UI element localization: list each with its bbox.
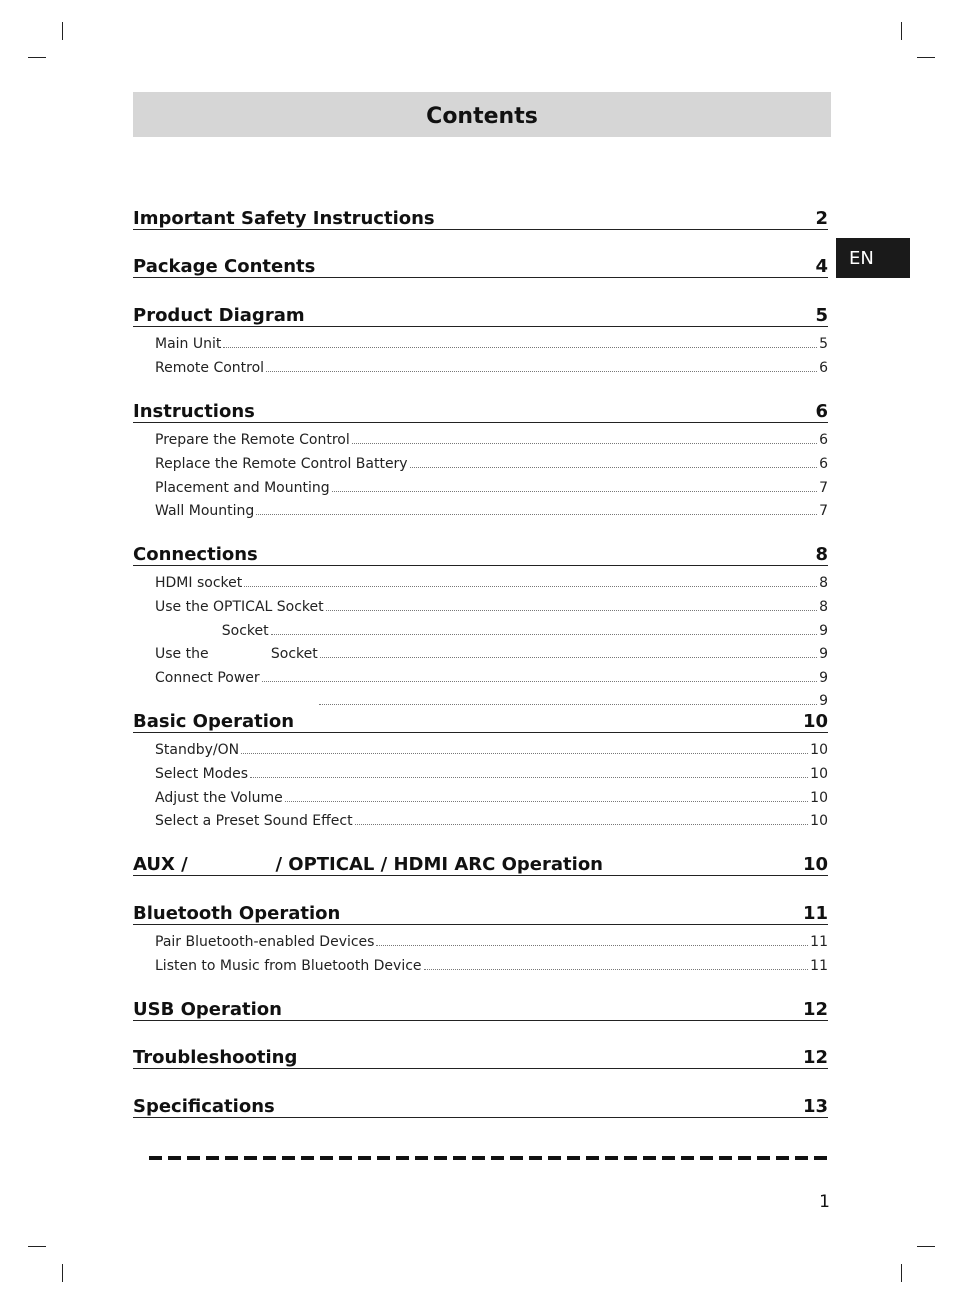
entry-label: Socket	[155, 623, 269, 639]
section-page: 2	[815, 208, 828, 229]
dot-leader	[326, 610, 817, 611]
toc-entry[interactable]	[155, 452, 828, 472]
page-number: 1	[819, 1192, 830, 1212]
toc-section-heading[interactable]	[133, 900, 828, 925]
entry-page: 8	[819, 575, 828, 591]
toc-entry[interactable]	[155, 930, 828, 950]
toc-section	[133, 1093, 828, 1118]
dot-leader	[271, 634, 817, 635]
crop-mark	[28, 57, 46, 58]
entry-page: 7	[819, 503, 828, 519]
page-title: Contents	[426, 104, 538, 129]
dot-leader	[410, 467, 817, 468]
toc-entry[interactable]	[155, 332, 828, 352]
entry-label: Select a Preset Sound Effect	[155, 813, 353, 829]
crop-mark	[28, 1246, 46, 1247]
entry-label: Standby/ON	[155, 742, 240, 758]
toc-entry[interactable]	[155, 642, 828, 662]
dot-leader	[241, 753, 808, 754]
toc-section	[133, 302, 828, 376]
crop-mark	[62, 22, 63, 40]
entry-page: 6	[819, 432, 828, 448]
crop-mark	[917, 57, 935, 58]
entry-label: Replace the Remote Control Battery	[155, 456, 408, 472]
entry-label: Wall Mounting	[155, 503, 255, 519]
dot-leader	[244, 586, 817, 587]
section-page: 4	[815, 256, 828, 277]
dot-leader	[262, 681, 817, 682]
section-title: Specifications	[133, 1096, 275, 1117]
language-label: EN	[849, 247, 874, 269]
dashed-divider	[149, 1156, 830, 1160]
entry-page: 8	[819, 599, 828, 615]
section-page: 6	[815, 401, 828, 422]
entry-label: Connect Power	[155, 670, 260, 686]
entry-page: 9	[819, 693, 828, 709]
crop-mark	[901, 1264, 902, 1282]
entry-label: Placement and Mounting	[155, 480, 330, 496]
dot-leader	[250, 777, 808, 778]
entry-page: 7	[819, 480, 828, 496]
entry-label: Prepare the Remote Control	[155, 432, 350, 448]
toc-section	[133, 851, 828, 876]
entry-label: Remote Control	[155, 360, 265, 376]
toc-section	[133, 996, 828, 1021]
section-page: 5	[815, 305, 828, 326]
toc-section	[133, 1044, 828, 1069]
toc-section-heading[interactable]	[133, 708, 828, 733]
toc-entry[interactable]	[155, 666, 828, 686]
toc-entry[interactable]	[155, 499, 828, 519]
toc-section	[133, 708, 828, 829]
entry-label: Pair Bluetooth-enabled Devices	[155, 934, 375, 950]
entry-page: 11	[810, 934, 828, 950]
entry-label: Listen to Music from Bluetooth Device	[155, 958, 422, 974]
toc-entry[interactable]	[155, 476, 828, 496]
section-title: Instructions	[133, 401, 255, 422]
toc-section-heading[interactable]	[133, 205, 828, 230]
toc-entry[interactable]	[155, 809, 828, 829]
toc-section-heading[interactable]	[133, 1044, 828, 1069]
section-page: 12	[802, 999, 828, 1020]
toc-section	[133, 253, 828, 278]
crop-mark	[62, 1264, 63, 1282]
toc-entry[interactable]	[317, 689, 828, 709]
toc-section-heading[interactable]	[133, 253, 828, 278]
page-title-bar	[133, 92, 831, 137]
toc-entry[interactable]	[155, 619, 828, 639]
toc-entry[interactable]	[155, 954, 828, 974]
dot-leader	[352, 443, 817, 444]
toc-section-heading[interactable]	[133, 541, 828, 566]
entry-label: HDMI socket	[155, 575, 243, 591]
toc-section-heading[interactable]	[133, 398, 828, 423]
toc-section-heading[interactable]	[133, 996, 828, 1021]
dot-leader	[376, 945, 808, 946]
section-title: AUX / / OPTICAL / HDMI ARC Operation	[133, 854, 603, 875]
entry-page: 10	[810, 766, 828, 782]
entry-page: 10	[810, 742, 828, 758]
toc-section	[133, 541, 828, 709]
crop-mark	[901, 22, 902, 40]
entry-page: 9	[819, 623, 828, 639]
entry-label: Main Unit	[155, 336, 222, 352]
section-title: Product Diagram	[133, 305, 305, 326]
dot-leader	[424, 969, 809, 970]
section-title: Important Safety Instructions	[133, 208, 435, 229]
dot-leader	[285, 801, 808, 802]
entry-page: 5	[819, 336, 828, 352]
dot-leader	[332, 491, 817, 492]
toc-entry[interactable]	[155, 356, 828, 376]
dot-leader	[355, 824, 809, 825]
toc-section-heading[interactable]	[133, 302, 828, 327]
dot-leader	[266, 371, 817, 372]
section-page: 10	[802, 711, 828, 732]
dot-leader	[223, 347, 817, 348]
entry-page: 10	[810, 813, 828, 829]
section-title: USB Operation	[133, 999, 282, 1020]
section-title: Troubleshooting	[133, 1047, 298, 1068]
section-page: 12	[802, 1047, 828, 1068]
entry-label: Use the OPTICAL Socket	[155, 599, 324, 615]
language-tab	[836, 238, 910, 278]
section-title: Basic Operation	[133, 711, 295, 732]
entry-page: 9	[819, 670, 828, 686]
toc-entry[interactable]	[155, 786, 828, 806]
dot-leader	[256, 514, 817, 515]
section-page: 8	[815, 544, 828, 565]
section-title: Bluetooth Operation	[133, 903, 341, 924]
entry-label: Adjust the Volume	[155, 790, 283, 806]
entry-label: Select Modes	[155, 766, 249, 782]
entry-page: 6	[819, 360, 828, 376]
toc-section	[133, 205, 828, 230]
section-title: Package Contents	[133, 256, 316, 277]
dot-leader	[320, 657, 817, 658]
section-page: 11	[802, 903, 828, 924]
entry-page: 9	[819, 646, 828, 662]
entry-page: 10	[810, 790, 828, 806]
entry-label: Use the Socket	[155, 646, 318, 662]
entry-page: 11	[810, 958, 828, 974]
crop-mark	[917, 1246, 935, 1247]
section-title: Connections	[133, 544, 258, 565]
toc-section-heading[interactable]	[133, 851, 828, 876]
entry-page: 6	[819, 456, 828, 472]
toc-entry[interactable]	[155, 762, 828, 782]
toc-section	[133, 398, 828, 519]
section-page: 10	[802, 854, 828, 875]
section-page: 13	[802, 1096, 828, 1117]
toc-entry[interactable]	[155, 428, 828, 448]
toc-entry[interactable]	[155, 571, 828, 591]
toc-section	[133, 900, 828, 974]
toc-section-heading[interactable]	[133, 1093, 828, 1118]
toc-entry[interactable]	[155, 738, 828, 758]
dot-leader	[319, 704, 817, 705]
toc-entry[interactable]	[155, 595, 828, 615]
